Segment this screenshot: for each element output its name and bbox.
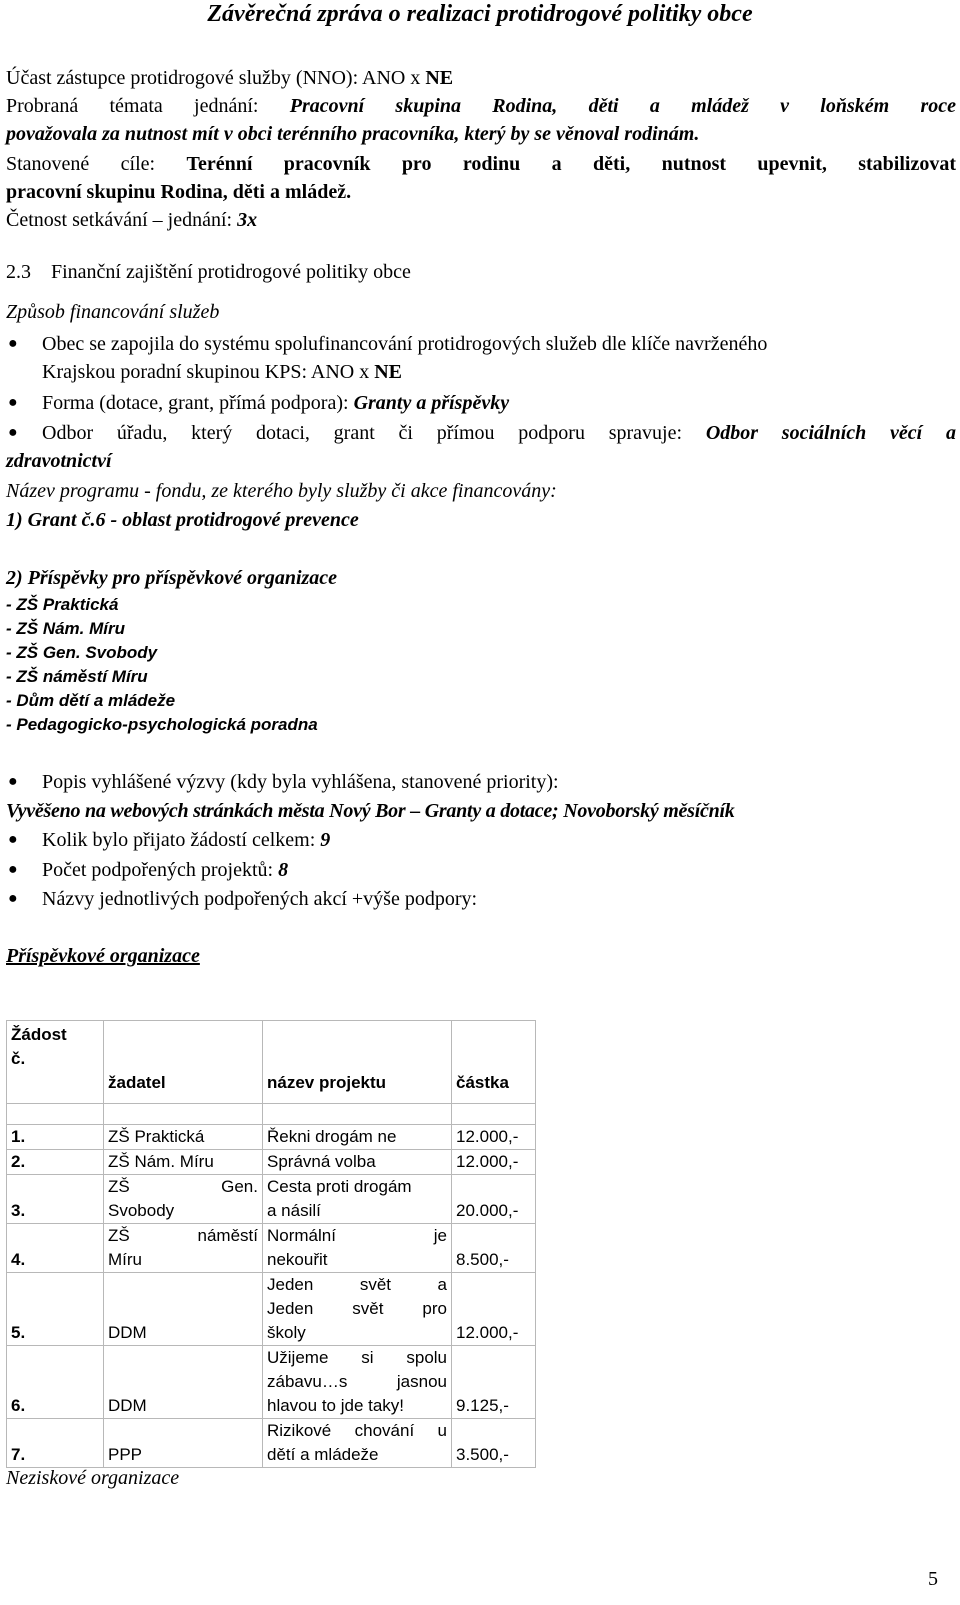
applicant-line: Svobody <box>108 1201 175 1220</box>
header-request-no-line-2: č. <box>11 1049 26 1068</box>
form-value: Granty a příspěvky <box>353 392 510 414</box>
row-number: 1. <box>7 1125 104 1150</box>
row-amount: 8.500,- <box>452 1224 536 1273</box>
supported-count-label: Počet podpořených projektů: <box>42 859 279 881</box>
topics-label: Probraná témata jednání: <box>6 95 290 117</box>
project-line: Jeden svět pro <box>267 1299 447 1318</box>
project-line: zábavu…s jasnou <box>267 1372 447 1391</box>
project-line: školy <box>267 1323 306 1342</box>
project-line: nekouřit <box>267 1250 328 1269</box>
row-applicant <box>104 1150 263 1175</box>
department-value-2: zdravotnictví <box>6 450 112 472</box>
bullet-dot: ● <box>8 335 18 352</box>
page-title: Závěrečná zpráva o realizaci protidrogové politiky obce <box>207 1 753 27</box>
goals-label: Stanovené cíle: <box>6 153 187 175</box>
project-line: Správná volba <box>267 1152 376 1171</box>
bullet-dot: ● <box>8 890 18 907</box>
row-applicant <box>104 1346 263 1419</box>
row-number: 2. <box>7 1150 104 1175</box>
row-amount: 12.000,- <box>452 1125 536 1150</box>
header-applicant: žadatel <box>104 1021 263 1104</box>
table-row <box>7 1346 536 1419</box>
organization-item: - ZŠ náměstí Míru <box>6 667 148 686</box>
row-project <box>263 1273 452 1346</box>
frequency-label: Četnost setkávání – jednání: <box>6 209 238 231</box>
bullet-3-line-1 <box>42 419 956 447</box>
supported-count-value: 8 <box>278 859 289 881</box>
applicant-line: ZŠ Praktická <box>108 1127 205 1146</box>
project-line: dětí a mládeže <box>267 1445 379 1464</box>
row-applicant <box>104 1125 263 1150</box>
organization-item: - ZŠ Nám. Míru <box>6 619 126 638</box>
table-title: Příspěvkové organizace <box>6 945 200 967</box>
row-number: 6. <box>7 1346 104 1419</box>
bullet-dot: ● <box>8 773 18 790</box>
bullet-1-line-1: Obec se zapojila do systému spolufinancování protidrogových služeb dle klíče navrženého <box>42 333 768 355</box>
nno-label: Účast zástupce protidrogové služby (NNO): ANO x <box>6 67 426 89</box>
department-label: Odbor úřadu, který dotaci, grant či přímou podporu spravuje: <box>42 422 706 444</box>
applicant-line: ZŠ Gen. <box>108 1177 258 1196</box>
project-line: Užijeme si spolu <box>267 1348 447 1367</box>
row-number: 4. <box>7 1224 104 1273</box>
row-project <box>263 1224 452 1273</box>
kps-label: Krajskou poradní skupinou KPS: ANO x <box>42 361 375 383</box>
header-request-no-line-1: Žádost <box>11 1025 67 1044</box>
header-amount: částka <box>452 1021 536 1104</box>
applicant-line: PPP <box>108 1445 143 1464</box>
project-names-label: Názvy jednotlivých podpořených akcí +výše podpory: <box>42 888 478 910</box>
row-applicant <box>104 1224 263 1273</box>
bullet-dot: ● <box>8 424 18 441</box>
table-row <box>7 1125 536 1150</box>
topics-line-1 <box>6 92 956 120</box>
requests-count-value: 9 <box>320 829 331 851</box>
table-row <box>7 1150 536 1175</box>
call-value: Vyvěšeno na webových stránkách města Nový Bor – Granty a dotace; Novoborský měsíčník <box>6 800 735 822</box>
row-project <box>263 1346 452 1419</box>
row-number: 3. <box>7 1175 104 1224</box>
program-item-2: 2) Příspěvky pro příspěvkové organizace <box>6 567 338 589</box>
goals-line-2: pracovní skupinu Rodina, děti a mládež. <box>6 181 352 203</box>
table-row <box>7 1419 536 1468</box>
project-line: Cesta proti drogám <box>267 1177 412 1196</box>
page-number: 5 <box>928 1568 938 1590</box>
frequency-value: 3x <box>237 209 258 231</box>
organization-item: - Dům dětí a mládeže <box>6 691 176 710</box>
bullet-dot: ● <box>8 831 18 848</box>
goals-value-1: Terénní pracovník pro rodinu a děti, nutnost upevnit, stabilizovat <box>186 153 957 175</box>
row-project <box>263 1419 452 1468</box>
topics-line-2: považovala za nutnost mít v obci terénního pracovníka, který by se věnoval rodinám. <box>6 123 700 145</box>
form-label: Forma (dotace, grant, přímá podpora): <box>42 392 354 414</box>
applicant-line: ZŠ Nám. Míru <box>108 1152 214 1171</box>
nonprofit-title: Neziskové organizace <box>6 1467 180 1489</box>
row-amount: 12.000,- <box>452 1150 536 1175</box>
nno-value: NE <box>425 67 454 89</box>
project-line: Řekni drogám ne <box>267 1127 397 1146</box>
row-project <box>263 1125 452 1150</box>
row-amount: 20.000,- <box>452 1175 536 1224</box>
project-line: hlavou to jde taky! <box>267 1396 405 1415</box>
table-header-row <box>7 1021 536 1104</box>
project-line: a násilí <box>267 1201 321 1220</box>
header-request-no <box>7 1021 104 1104</box>
project-line: Jeden svět a <box>267 1275 447 1294</box>
row-applicant <box>104 1273 263 1346</box>
row-project <box>263 1150 452 1175</box>
nno-line <box>6 64 956 92</box>
bullet-dot: ● <box>8 861 18 878</box>
project-line: Normální je <box>267 1226 447 1245</box>
table-row <box>7 1224 536 1273</box>
grants-table <box>6 1020 536 1468</box>
project-line: Rizikové chování u <box>267 1421 447 1440</box>
row-amount: 9.125,- <box>452 1346 536 1419</box>
row-applicant <box>104 1175 263 1224</box>
applicant-line: ZŠ náměstí <box>108 1226 258 1245</box>
program-label: Název programu - fondu, ze kterého byly služby či akce financovány: <box>6 480 557 502</box>
topics-value-1: Pracovní skupina Rodina, děti a mládež v loňském roce <box>289 95 956 117</box>
row-amount: 12.000,- <box>452 1273 536 1346</box>
row-amount: 3.500,- <box>452 1419 536 1468</box>
row-number: 7. <box>7 1419 104 1468</box>
table-row <box>7 1273 536 1346</box>
program-item-1: 1) Grant č.6 - oblast protidrogové prevence <box>6 509 359 531</box>
applicant-line: Míru <box>108 1250 142 1269</box>
requests-count-label: Kolik bylo přijato žádostí celkem: <box>42 829 321 851</box>
bullet-dot: ● <box>8 394 18 411</box>
header-project-name: název projektu <box>263 1021 452 1104</box>
bullet-2 <box>42 389 956 417</box>
row-applicant <box>104 1419 263 1468</box>
call-label: Popis vyhlášené výzvy (kdy byla vyhlášena, stanovené priority): <box>42 771 559 793</box>
table-row <box>7 1175 536 1224</box>
requests-count-line <box>42 826 956 854</box>
organization-item: - ZŠ Praktická <box>6 595 119 614</box>
applicant-line: DDM <box>108 1396 147 1415</box>
section-heading: 2.3 Finanční zajištění protidrogové politiky obce <box>6 261 411 283</box>
frequency-line <box>6 206 956 234</box>
section-subheading: Způsob financování služeb <box>6 301 220 323</box>
organization-item: - ZŠ Gen. Svobody <box>6 643 158 662</box>
organization-item: - Pedagogicko-psychologická poradna <box>6 715 318 734</box>
applicant-line: DDM <box>108 1323 147 1342</box>
table-spacer-row <box>7 1104 536 1125</box>
bullet-1-line-2 <box>42 358 956 386</box>
supported-count-line <box>42 856 956 884</box>
kps-value: NE <box>374 361 403 383</box>
row-number: 5. <box>7 1273 104 1346</box>
goals-line-1 <box>6 150 956 178</box>
department-value-1: Odbor sociálních věcí a <box>705 422 956 444</box>
row-project <box>263 1175 452 1224</box>
